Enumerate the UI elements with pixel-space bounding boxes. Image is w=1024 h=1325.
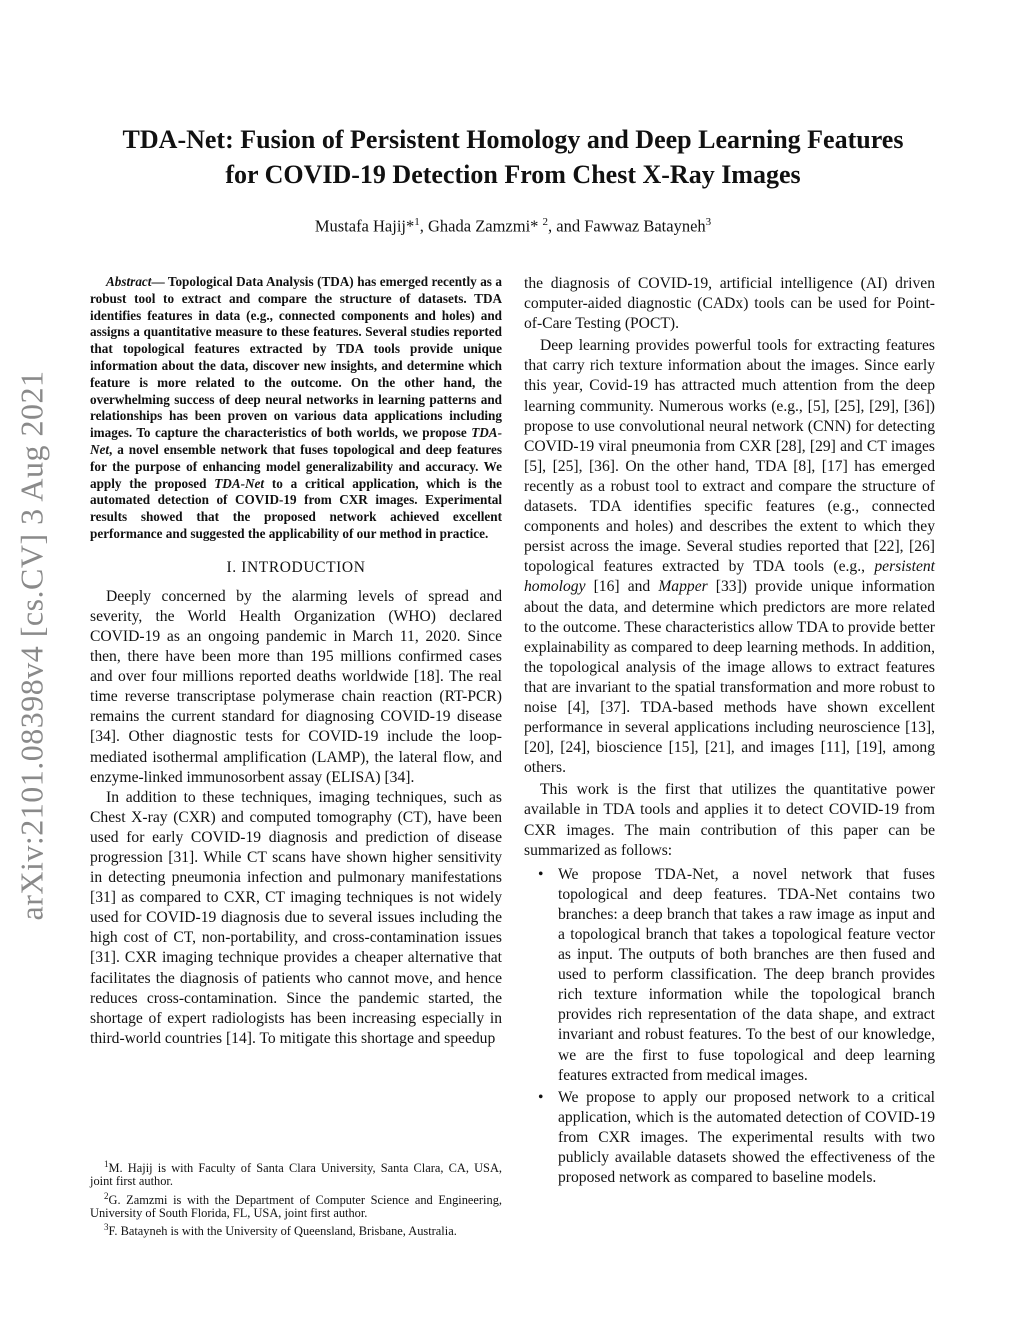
intro-paragraph-4: This work is the first that utilizes the quantitative power available in TDA tools and applies it to detect COVID-19 from CXR images. The main contribution of this paper can be summarized as follows: — [524, 781, 935, 859]
abstract — [90, 274, 502, 543]
section-heading-introduction: I. INTRODUCTION — [226, 558, 366, 576]
abstract-text-2: , a novel ensemble network that fuses topological and deep features for the purpose of enhancing model generalizability and accuracy. We apply the proposed — [90, 441, 502, 491]
contribution-2-text: We propose to apply our proposed network to a critical application, which is the automated detection of COVID-19 from CXR images. The experimental results with two publicly available datasets showed the effectiveness of the proposed network as compared to baseline models. — [558, 1088, 935, 1187]
author-list — [80, 216, 946, 237]
list-item — [524, 1088, 935, 1188]
author-2: , Ghada Zamzmi* — [419, 216, 543, 236]
bullet-icon: • — [538, 1088, 544, 1106]
footnote-1-text: M. Hajij is with Faculty of Santa Clara University, Santa Clara, CA, USA, joint first author. — [90, 1161, 502, 1188]
intro-paragraph-1: Deeply concerned by the alarming levels of spread and severity, the World Health Organization (WHO) declared COVID-19 as an ongoing pandemic in March 11, 2020. Since then, there have been more than 195 millions confirmed cases and over four millions reported deaths worldwide [18]. The real time reverse transcriptase polymerase chain reaction (RT-PCR) remains the current standard for diagnosing COVID-19 disease [34]. Other diagnostic tests for COVID-19 include the loop-mediated isothermal amplification (LAMP), the lateral flow, and enzyme-linked immunosorbent assay (ELISA) [34]. — [90, 587, 502, 786]
abstract-label: Abstract — [106, 274, 152, 289]
footnote-3 — [90, 1221, 502, 1238]
title-line-2: for COVID-19 Detection From Chest X-Ray Images — [225, 160, 801, 189]
author-1-mark: 1 — [414, 216, 420, 228]
left-column — [90, 274, 502, 1049]
paragraph-3-emphasis-2: Mapper — [658, 578, 708, 596]
right-column — [524, 274, 935, 1190]
paper-title — [80, 122, 946, 192]
footnote-2 — [90, 1190, 502, 1220]
footnote-3-text: F. Batayneh is with the University of Queensland, Brisbane, Australia. — [108, 1224, 457, 1239]
title-line-1: TDA-Net: Fusion of Persistent Homology and Deep Learning Features — [122, 125, 904, 154]
author-2-mark: 2 — [542, 216, 549, 228]
author-1: Mustafa Hajij* — [314, 216, 415, 236]
paragraph-3-text-c: [33]) provide unique information about the data, and determine which predictors are more related to the outcome. These characteristics allow TDA to provide better explainability as compared to deep learning methods. In addition, the topological analysis of the image allows to extract features that are invariant to the spatial transformation and more robust to noise [4], [37]. TDA-based methods have shown excellent performance in several applications including neuroscience [13], [20], [24], bioscience [15], [21], and images [11], [19], among others. — [524, 578, 935, 777]
footnote-3-mark: 3 — [104, 1222, 109, 1233]
footnote-2-mark: 2 — [104, 1190, 109, 1201]
arxiv-sidebar — [12, 330, 52, 960]
abstract-dash: — — [151, 274, 168, 289]
footnote-1-mark: 1 — [104, 1159, 109, 1169]
paragraph-3-text-b: [16] and — [585, 578, 659, 596]
paragraph-3-emphasis-1: persistent homology — [524, 558, 935, 596]
intro-paragraph-2-continued: the diagnosis of COVID-19, artificial intelligence (AI) driven computer-aided diagnostic (CADx) tools can be used for Point-of-Care Testing (POCT). — [524, 275, 935, 333]
contribution-list — [524, 865, 935, 1189]
footnote-2-text: G. Zamzmi is with the Department of Computer Science and Engineering, University of South Florida, FL, USA, joint first author. — [90, 1192, 502, 1220]
contribution-1-text: We propose TDA-Net, a novel network that fuses topological and deep features. TDA-Net contains two branches: a deep branch that takes a raw image as input and a topological branch that takes a topological feature vector as input. The outputs of both branches are then fused and used to perform classification. The deep branch provides rich texture information while the topological branch provides rich representation of the data shape, and extract invariant and robust features. To the best of our knowledge, we are the first to fuse topological and deep learning features extracted from medical images. — [558, 865, 935, 1084]
intro-paragraph-3 — [524, 336, 935, 778]
intro-paragraph-2: In addition to these techniques, imaging techniques, such as Chest X-ray (CXR) and computed tomography (CT), have been used for early COVID-19 diagnosis and prediction of disease progression [31]. While CT scans have shown higher sensitivity in detecting pneumonia infection and pulmonary manifestations [31] as compared to CXR, CT imaging techniques is not widely used for COVID-19 diagnosis due to several issues including the high cost of CT, non-portability, and cross-contamination issues [31]. CXR imaging technique provides a cheaper alternative that facilitates the diagnosis of patients who cannot move, and hence reduces cross-contamination. Since the pandemic started, the shortage of expert radiologists has been increasing especially in third-world countries [14]. To mitigate this shortage and speedup — [90, 788, 502, 1047]
abstract-emphasis-2: TDA-Net — [214, 475, 265, 491]
footnotes — [90, 1158, 502, 1240]
author-3: , and Fawwaz Batayneh — [548, 216, 706, 236]
paragraph-3-text-a: Deep learning provides powerful tools for extracting features that carry rich texture information about the images. Since early this year, Covid-19 has attracted much attention from the deep learning community. Numerous works (e.g., [5], [25], [29], [36]) propose to use convolutional neural network (CNN) for detecting COVID-19 viral pneumonia from CXR [28], [29] and CT images [5], [25], [36]. On the other hand, TDA [8], [17] has emerged recently as a robust tool to extract and compare the structure of datasets. TDA identifies specific features (e.g., connected components and holes) and describes the extent to which they persist across the image. Several studies reported that [22], [26] topological features extracted by TDA tools (e.g., — [524, 337, 935, 576]
abstract-text-1: Topological Data Analysis (TDA) has emerged recently as a robust tool to extract and compare the structure of datasets. TDA identifies features in data (e.g., connected components and holes) and assigns a quantitative measure to these features. Several studies reported that topological features extracted by TDA tools provide unique information about the data, discover new insights, and determine which feature is more related to the outcome. On the other hand, the overwhelming success of deep neural networks in learning patterns and relationships has been proven on various data applications including images. To capture the characteristics of both worlds, we propose — [90, 274, 502, 441]
arxiv-identifier: arXiv:2101.08398v4 [cs.CV] 3 Aug 2021 — [13, 369, 50, 921]
author-3-mark: 3 — [705, 216, 712, 228]
abstract-emphasis-1: TDA-Net — [90, 425, 502, 457]
bullet-icon: • — [538, 865, 544, 883]
list-item — [524, 865, 935, 1086]
abstract-text-3: to a critical application, which is the automated detection of COVID-19 from CXR images. Experimental results showed that the proposed network achieved excellent performance and suggested the applicability of our method in practice. — [90, 475, 503, 541]
footnote-1 — [90, 1158, 502, 1188]
